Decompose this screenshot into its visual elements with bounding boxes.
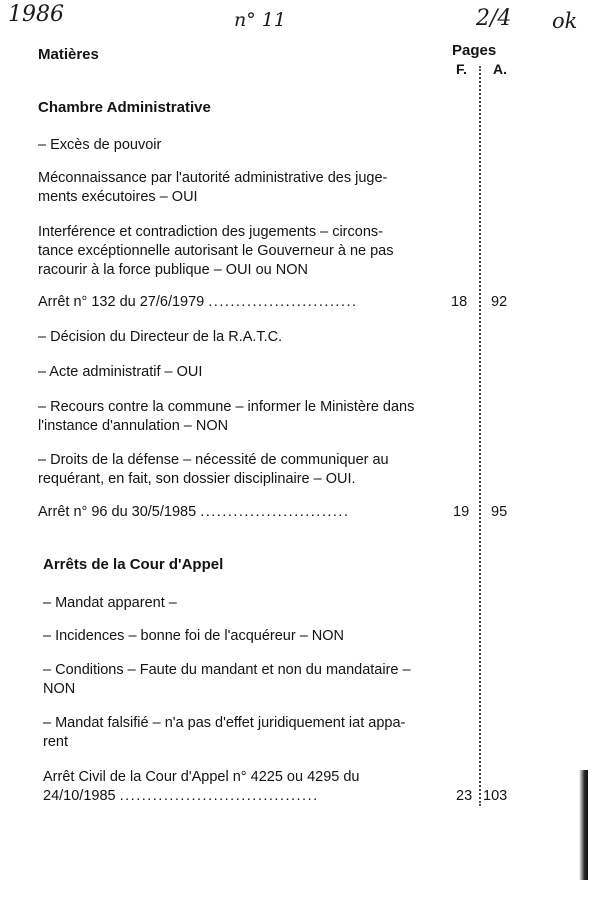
entry-line: tance excéptionnelle autorisant le Gouverneur à ne pas [38, 243, 394, 259]
entry-line: l'instance d'annulation – NON [38, 418, 229, 434]
entry-line: rent [43, 734, 68, 750]
entry-text [38, 398, 458, 436]
reference-text: Arrêt n° 132 du 27/6/1979 [38, 294, 205, 310]
leader-dots: ........................... [200, 504, 350, 520]
page-number-f: 18 [451, 294, 468, 310]
entry-text: – Mandat apparent – [43, 595, 177, 611]
reference-text: Arrêt n° 96 du 30/5/1985 [38, 504, 197, 520]
page-number-a: 103 [483, 788, 508, 804]
entry-line: ments exécutoires – OUI [38, 189, 198, 205]
section-title-appeal: Arrêts de la Cour d'Appel [43, 556, 224, 573]
page-number-f: 19 [453, 504, 470, 520]
pages-heading: Pages [452, 42, 497, 59]
entry-text [38, 451, 458, 489]
scan-edge-shadow [579, 770, 588, 880]
page-column-divider [479, 66, 481, 806]
entry-text: – Acte administratif – OUI [38, 364, 203, 380]
handwritten-fraction: 2/4 [476, 6, 512, 31]
column-a-heading: A. [493, 61, 507, 77]
entry-line: – Conditions – Faute du mandant et non du mandataire – [43, 662, 411, 678]
reference-line [38, 503, 349, 522]
subjects-heading: Matières [38, 46, 99, 63]
page-number-a: 95 [491, 504, 508, 520]
reference-line [43, 787, 319, 806]
reference-text: 24/10/1985 [43, 788, 116, 804]
entry-line: – Recours contre la commune – informer le Ministère dans [38, 399, 415, 415]
handwritten-number: n° 11 [234, 9, 286, 31]
entry-line: NON [43, 681, 76, 697]
page-number-a: 92 [491, 294, 508, 310]
reference-text: Arrêt Civil de la Cour d'Appel n° 4225 ou 4295 du [43, 769, 360, 785]
leader-dots: .................................... [119, 788, 319, 804]
entry-line: requérant, en fait, son dossier disciplinaire – OUI. [38, 471, 356, 487]
section-title-admin: Chambre Administrative [38, 99, 211, 116]
entry-line: – Droits de la défense – nécessité de communiquer au [38, 452, 389, 468]
entry-text [38, 169, 458, 207]
entry-text [43, 714, 463, 752]
column-f-heading: F. [456, 61, 467, 77]
entry-line: – Mandat falsifié – n'a pas d'effet juridiquement iat appa- [43, 715, 406, 731]
handwritten-year: 1986 [8, 2, 64, 27]
entry-line: Méconnaissance par l'autorité administrative des juge- [38, 170, 388, 186]
entry-text: – Incidences – bonne foi de l'acquéreur – NON [43, 628, 345, 644]
entry-text: – Excès de pouvoir [38, 137, 162, 153]
entry-line: Interférence et contradiction des jugements – circons- [38, 224, 383, 240]
entry-line: racourir à la force publique – OUI ou NON [38, 262, 308, 278]
entry-text: – Décision du Directeur de la R.A.T.C. [38, 329, 283, 345]
handwritten-ok: ok [552, 9, 578, 33]
page-number-f: 23 [456, 788, 473, 804]
entry-text [43, 661, 463, 699]
entry-text [38, 223, 458, 280]
reference-line [38, 293, 358, 312]
leader-dots: ........................... [208, 294, 358, 310]
